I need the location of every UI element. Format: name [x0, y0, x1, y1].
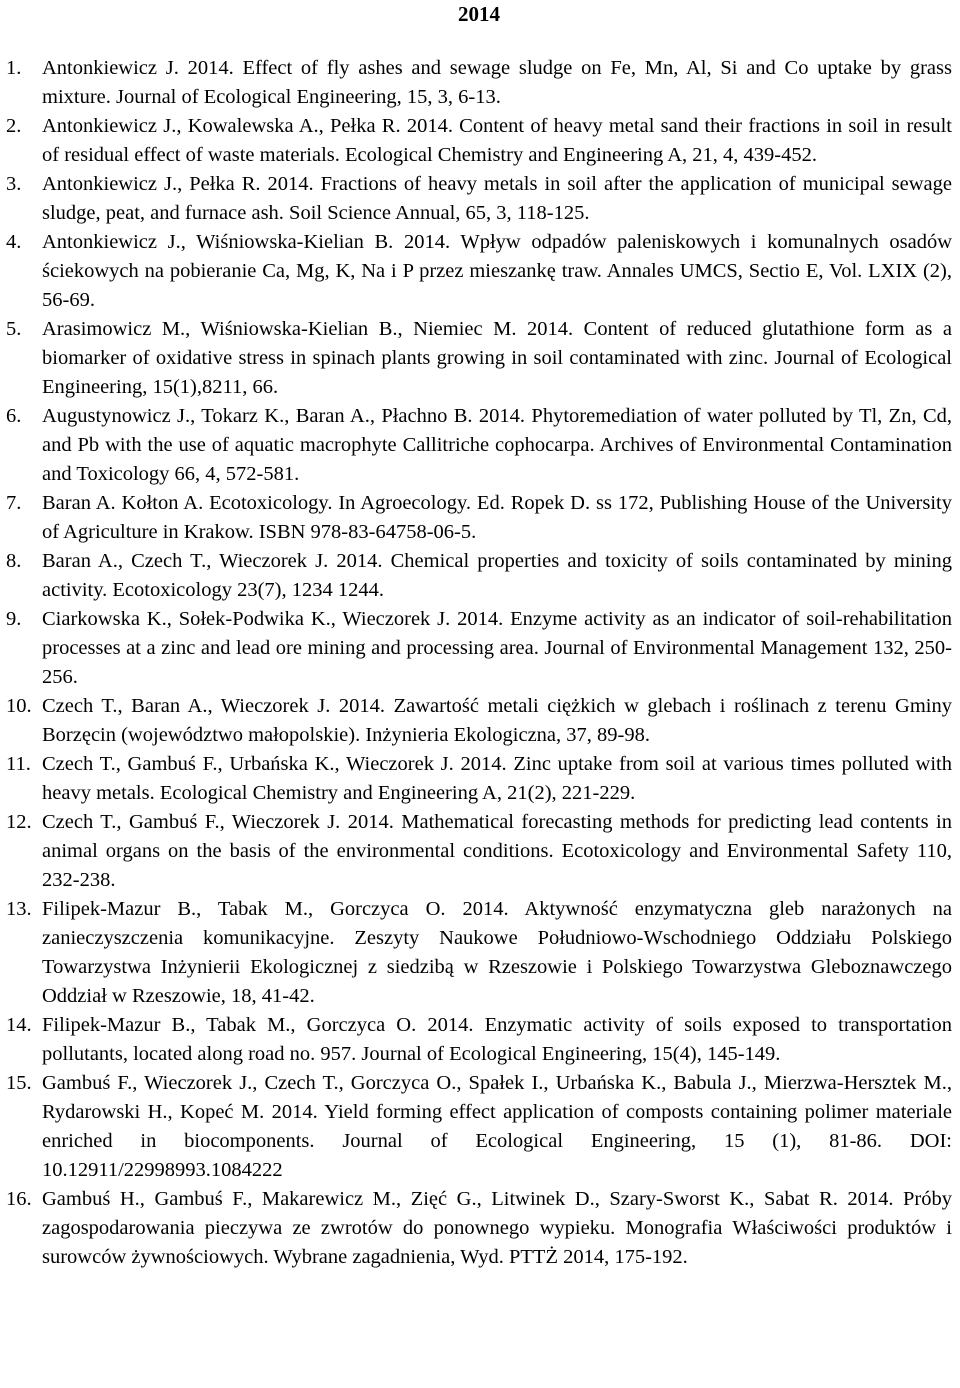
- reference-text: Filipek-Mazur B., Tabak M., Gorczyca O. 2014. Enzymatic activity of soils exposed to transportation pollutants, located along road no. 957. Journal of Ecological Engineering, 15(4), 145-149.: [42, 1014, 952, 1065]
- reference-number: 12.: [6, 811, 32, 833]
- reference-item: [6, 170, 952, 228]
- reference-text: Antonkiewicz J. 2014. Effect of fly ashes and sewage sludge on Fe, Mn, Al, Si and Co uptake by grass mixture. Journal of Ecological Engineering, 15, 3, 6-13.: [42, 57, 952, 108]
- reference-number: 10.: [6, 695, 32, 717]
- reference-list: [6, 54, 952, 1272]
- reference-text: Baran A. Kołton A. Ecotoxicology. In Agroecology. Ed. Ropek D. ss 172, Publishing House of the University of Agriculture in Krakow. ISBN 978-83-64758-06-5.: [42, 492, 952, 543]
- reference-item: [6, 315, 952, 402]
- reference-number: 6.: [6, 405, 22, 427]
- reference-item: [6, 54, 952, 112]
- reference-item: [6, 605, 952, 692]
- reference-number: 11.: [6, 753, 31, 775]
- reference-item: [6, 489, 952, 547]
- reference-text: Ciarkowska K., Sołek-Podwika K., Wieczorek J. 2014. Enzyme activity as an indicator of soil-rehabilitation processes at a zinc and lead ore mining and processing area. Journal of Environmental Management 132, 250-256.: [42, 608, 952, 688]
- reference-number: 5.: [6, 318, 22, 340]
- reference-item: [6, 112, 952, 170]
- reference-number: 16.: [6, 1188, 32, 1210]
- reference-text: Baran A., Czech T., Wieczorek J. 2014. Chemical properties and toxicity of soils contaminated by mining activity. Ecotoxicology 23(7), 1234 1244.: [42, 550, 952, 601]
- reference-text: Czech T., Gambuś F., Urbańska K., Wieczorek J. 2014. Zinc uptake from soil at various times polluted with heavy metals. Ecological Chemistry and Engineering A, 21(2), 221-229.: [42, 753, 952, 804]
- reference-item: [6, 1069, 952, 1185]
- reference-text: Gambuś H., Gambuś F., Makarewicz M., Zięć G., Litwinek D., Szary-Sworst K., Sabat R. 2014. Próby zagospodarowania pieczywa ze zwrotów do ponownego wypieku. Monografia Właściwości produktów i surowców żywnościowych. Wybrane zagadnienia, Wyd. PTTŻ 2014, 175-192.: [42, 1188, 952, 1268]
- reference-text: Antonkiewicz J., Wiśniowska-Kielian B. 2014. Wpływ odpadów paleniskowych i komunalnych osadów ściekowych na pobieranie Ca, Mg, K, Na i P przez mieszankę traw. Annales UMCS, Sectio E, Vol. LXIX (2), 56-69.: [42, 231, 952, 311]
- reference-item: [6, 1011, 952, 1069]
- reference-text: Antonkiewicz J., Pełka R. 2014. Fractions of heavy metals in soil after the application of municipal sewage sludge, peat, and furnace ash. Soil Science Annual, 65, 3, 118-125.: [42, 173, 952, 224]
- reference-text: Gambuś F., Wieczorek J., Czech T., Gorczyca O., Spałek I., Urbańska K., Babula J., Mierzwa-Hersztek M., Rydarowski H., Kopeć M. 2014. Yield forming effect application of composts containing polimer materiale enriched in biocomponents. Journal of Ecological Engineering, 15 (1), 81-86. DOI: 10.12911/22998993.1084222: [42, 1072, 952, 1181]
- reference-number: 9.: [6, 608, 22, 630]
- reference-item: [6, 895, 952, 1011]
- reference-number: 4.: [6, 231, 22, 253]
- reference-item: [6, 1185, 952, 1272]
- reference-text: Augustynowicz J., Tokarz K., Baran A., Płachno B. 2014. Phytoremediation of water polluted by Tl, Zn, Cd, and Pb with the use of aquatic macrophyte Callitriche cophocarpa. Archives of Environmental Contamination and Toxicology 66, 4, 572-581.: [42, 405, 952, 485]
- reference-number: 14.: [6, 1014, 32, 1036]
- reference-text: Arasimowicz M., Wiśniowska-Kielian B., Niemiec M. 2014. Content of reduced glutathione form as a biomarker of oxidative stress in spinach plants growing in soil contaminated with zinc. Journal of Ecological Engineering, 15(1),8211, 66.: [42, 318, 952, 398]
- reference-item: [6, 692, 952, 750]
- reference-number: 7.: [6, 492, 22, 514]
- reference-number: 15.: [6, 1072, 32, 1094]
- reference-number: 2.: [6, 115, 22, 137]
- page-title: 2014: [458, 2, 500, 26]
- reference-number: 13.: [6, 898, 32, 920]
- reference-number: 8.: [6, 550, 22, 572]
- reference-text: Antonkiewicz J., Kowalewska A., Pełka R. 2014. Content of heavy metal sand their fractions in soil in result of residual effect of waste materials. Ecological Chemistry and Engineering A, 21, 4, 439-452.: [42, 115, 952, 166]
- reference-item: [6, 547, 952, 605]
- reference-text: Filipek-Mazur B., Tabak M., Gorczyca O. 2014. Aktywność enzymatyczna gleb narażonych na zanieczyszczenia komunikacyjne. Zeszyty Naukowe Południowo-Wschodniego Oddziału Polskiego Towarzystwa Inżynierii Ekologicznej z siedzibą w Rzeszowie i Polskiego Towarzystwa Gleboznawczego Oddział w Rzeszowie, 18, 41-42.: [42, 898, 952, 1007]
- reference-item: [6, 402, 952, 489]
- reference-number: 1.: [6, 57, 22, 79]
- reference-item: [6, 808, 952, 895]
- reference-number: 3.: [6, 173, 22, 195]
- reference-text: Czech T., Gambuś F., Wieczorek J. 2014. Mathematical forecasting methods for predicting lead contents in animal organs on the basis of the environmental conditions. Ecotoxicology and Environmental Safety 110, 232-238.: [42, 811, 952, 891]
- reference-text: Czech T., Baran A., Wieczorek J. 2014. Zawartość metali ciężkich w glebach i roślinach z terenu Gminy Borzęcin (województwo małopolskie). Inżynieria Ekologiczna, 37, 89-98.: [42, 695, 952, 746]
- reference-item: [6, 228, 952, 315]
- reference-item: [6, 750, 952, 808]
